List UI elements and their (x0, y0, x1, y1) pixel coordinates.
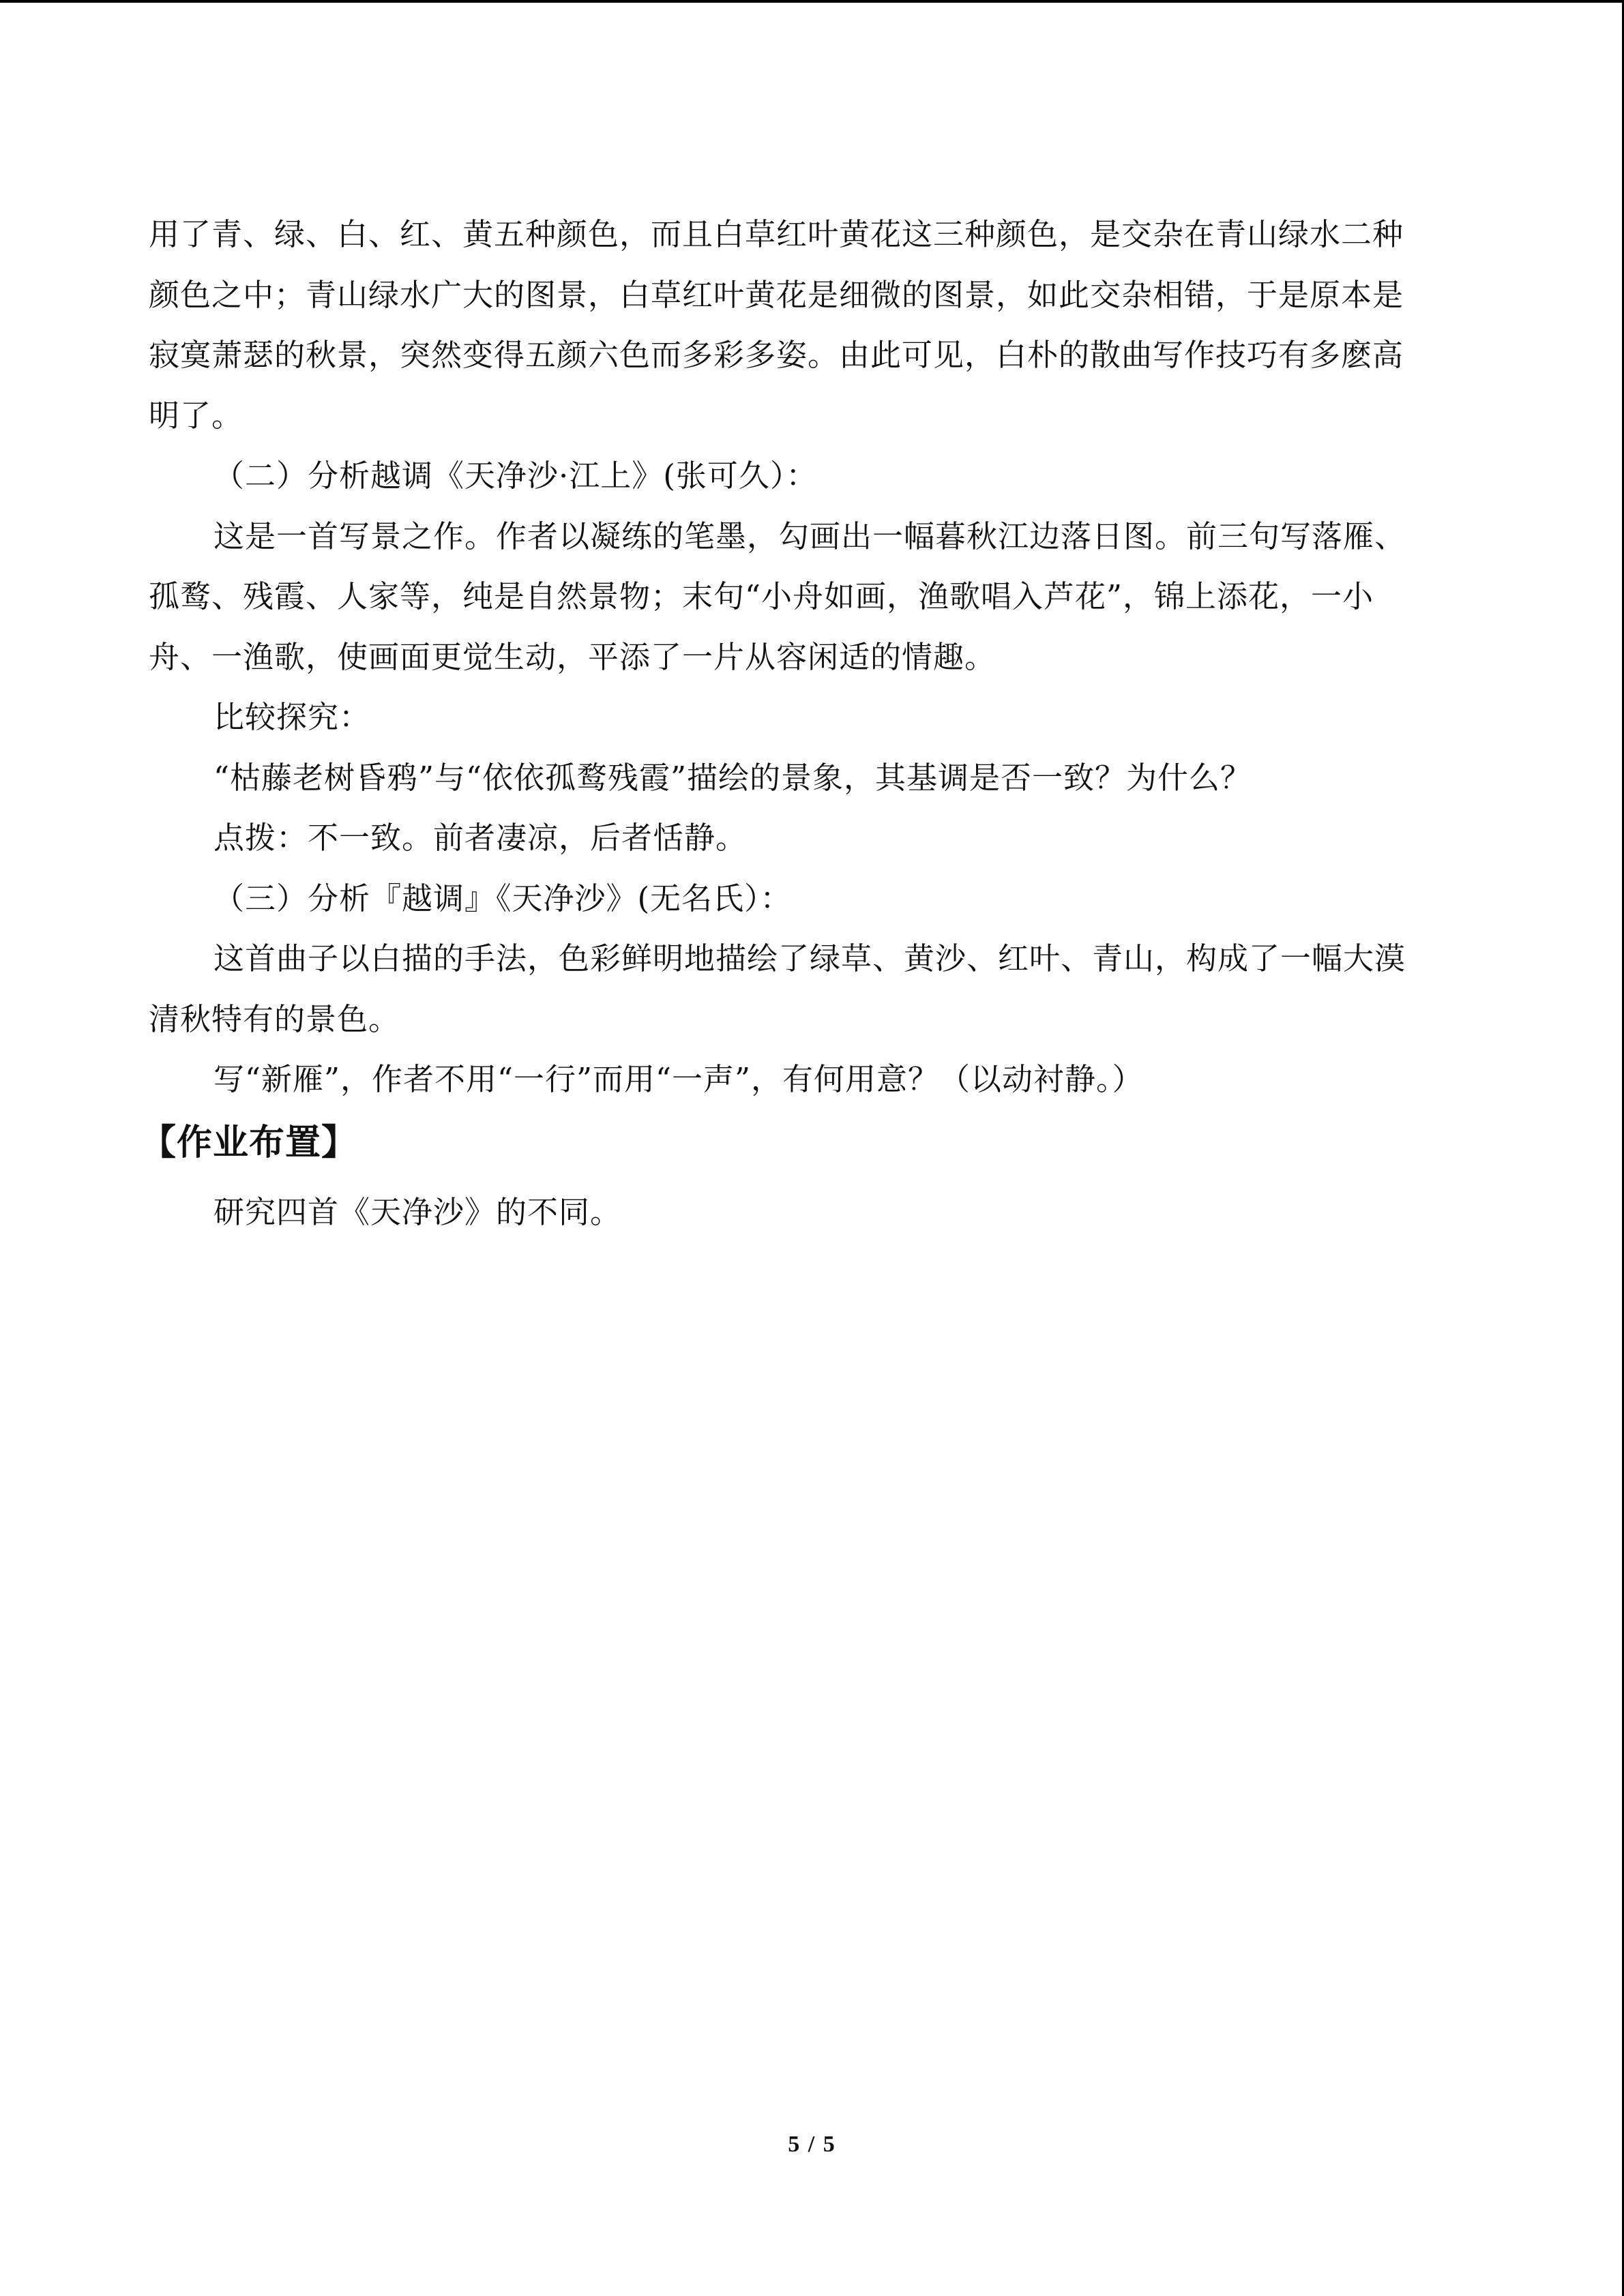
document-page (141, 205, 1458, 1242)
spacer (149, 1176, 1458, 1182)
text-line: 孤鹜、残霞、人家等，纯是自然景物；末句“小舟如画，渔歌唱入芦花”，锦上添花，一小 (149, 578, 1374, 614)
section-2-title: （二）分析越调《天净沙·江上》(张可久）： (213, 458, 818, 494)
homework-text: 研究四首《天净沙》的不同。 (213, 1193, 622, 1230)
text-line: 寂寞萧瑟的秋景，突然变得五颜六色而多彩多姿。由此可见，白朴的散曲写作技巧有多麽高 (149, 337, 1404, 373)
text-line: 颜色之中；青山绿水广大的图景，白草红叶黄花是细微的图景，如此交杂相错，于是原本是 (149, 276, 1404, 313)
text-line: 清秋特有的景色。 (149, 1000, 400, 1037)
text-line: 这是一首写景之作。作者以凝练的笔墨，勾画出一幅暮秋江边落日图。前三句写落雁、 (213, 518, 1406, 554)
compare-question: “枯藤老树昏鸦”与“依依孤鹜残霞”描绘的景象，其基调是否一致？为什么？ (213, 759, 1252, 796)
section-3-title: （三）分析『越调』《天净沙》(无名氏）： (213, 880, 792, 916)
compare-answer: 点拨：不一致。前者凄凉，后者恬静。 (213, 820, 748, 856)
text-line: 明了。 (149, 397, 243, 434)
page-number: 5 / 5 (788, 2132, 836, 2157)
section-3-question: 写“新雁”，作者不用“一行”而用“一声”，有何用意？（以动衬静。） (213, 1061, 1144, 1097)
compare-label: 比较探究： (213, 699, 371, 735)
text-line: 舟、一渔歌，使画面更觉生动，平添了一片从容闲适的情趣。 (149, 638, 996, 675)
text-line: 这首曲子以白描的手法，色彩鲜明地描绘了绿草、黄沙、红叶、青山，构成了一幅大漠 (213, 940, 1406, 976)
homework-heading: 【作业布置】 (141, 1122, 358, 1163)
text-line: 用了青、绿、白、红、黄五种颜色，而且白草红叶黄花这三种颜色，是交杂在青山绿水二种 (149, 216, 1404, 252)
top-border-line (0, 0, 1624, 3)
